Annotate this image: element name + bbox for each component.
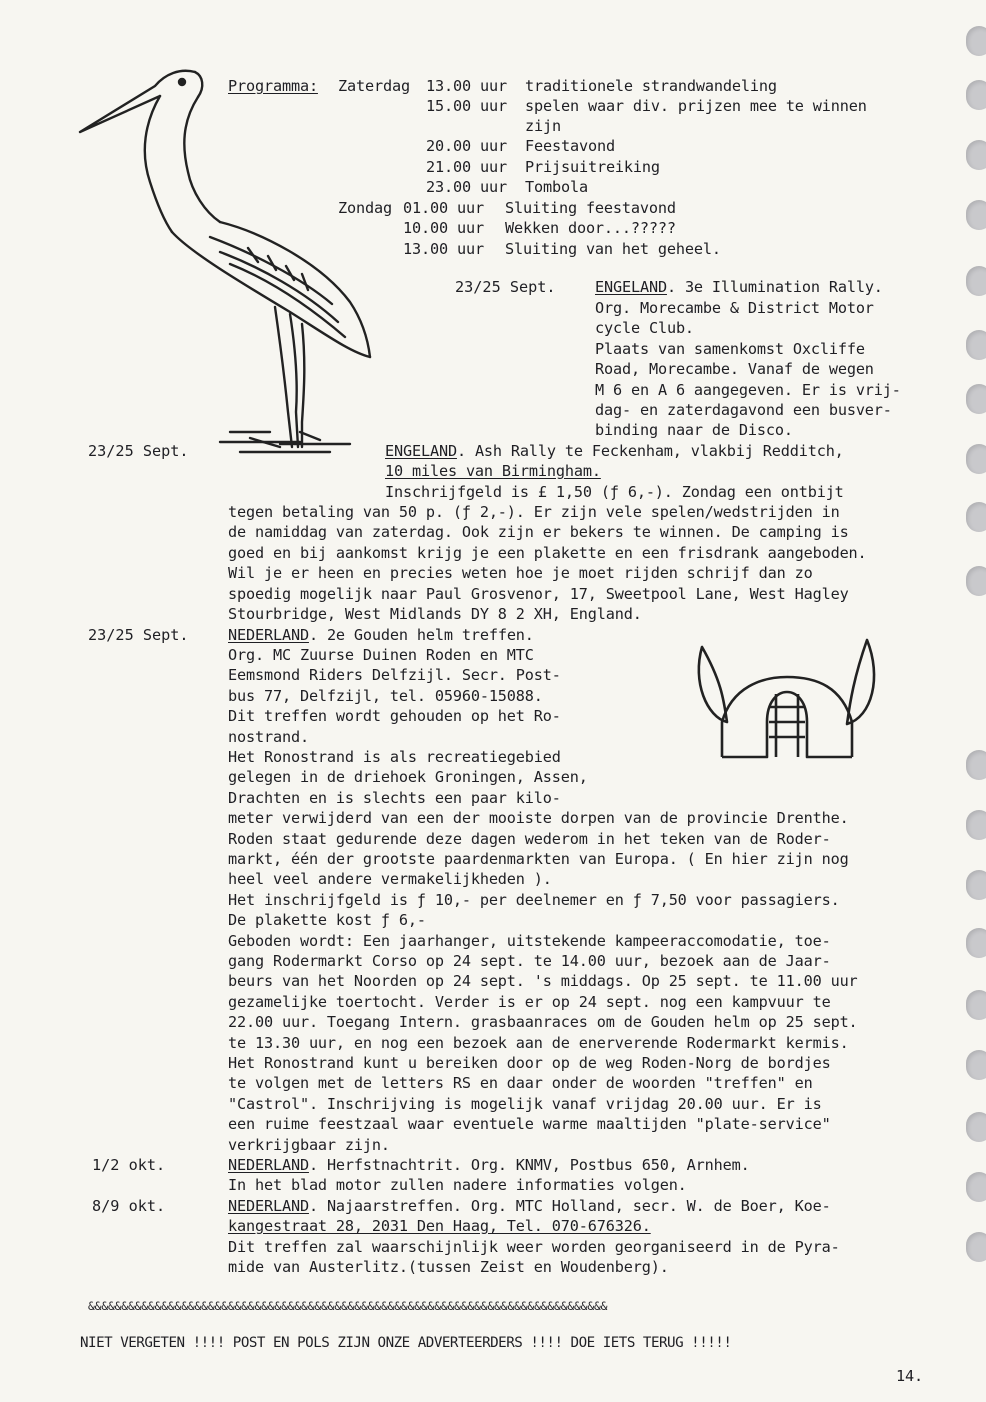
programme-day: Zaterdag	[338, 77, 410, 95]
event-country: NEDERLAND	[228, 1197, 309, 1215]
event-text: dag- en zaterdagavond een busver-	[595, 401, 892, 419]
event-line	[595, 277, 883, 297]
event-text: te 13.30 uur, en nog een bezoek aan de enerverende Rodermarkt kermis.	[228, 1034, 849, 1052]
programme-time: 23.00 uur	[426, 178, 507, 196]
event-text: gelegen in de driehoek Groningen, Assen,	[228, 768, 588, 786]
programme-label: Programma:	[228, 77, 318, 95]
event-text: . Najaarstreffen. Org. MTC Holland, secr. W. de Boer, Koe-	[308, 1197, 831, 1215]
programme-time: 10.00 uur	[403, 219, 484, 237]
event-text: kangestraat 28, 2031 Den Haag, Tel. 070-676326.	[228, 1217, 651, 1235]
event-text: de namiddag van zaterdag. Ook zijn er bekers te winnen. De camping is	[228, 523, 849, 541]
programme-text: Feestavond	[525, 137, 615, 155]
programme-time: 13.00 uur	[426, 77, 507, 95]
event-text: nostrand.	[228, 728, 309, 746]
event-date: 23/25 Sept.	[88, 626, 189, 644]
event-text: . Ash Rally te Feckenham, vlakbij Redditch,	[456, 442, 844, 460]
programme-time: 20.00 uur	[426, 137, 507, 155]
event-line	[228, 1196, 831, 1216]
event-text: Plaats van samenkomst Oxcliffe	[595, 340, 865, 358]
event-country: NEDERLAND	[228, 626, 309, 644]
event-line	[228, 1155, 750, 1175]
event-text: Stourbridge, West Midlands DY 8 2 XH, England.	[228, 605, 642, 623]
event-country: NEDERLAND	[228, 1156, 309, 1174]
event-text: mide van Austerlitz.(tussen Zeist en Woudenberg).	[228, 1258, 669, 1276]
event-date: 23/25 Sept.	[88, 442, 189, 460]
event-country: ENGELAND	[385, 442, 457, 460]
event-text: gezamelijke toertocht. Verder is er op 24 sept. nog een kampvuur te	[228, 993, 831, 1011]
event-text: Het Ronostrand is als recreatiegebied	[228, 748, 561, 766]
event-text: . 3e Illumination Rally.	[666, 278, 883, 296]
programme-time: 15.00 uur	[426, 97, 507, 115]
event-text: meter verwijderd van een der mooiste dorpen van de provincie Drenthe.	[228, 809, 849, 827]
event-text: Drachten en is slechts een paar kilo-	[228, 789, 561, 807]
event-text: . Herfstnachtrit. Org. KNMV, Postbus 650, Arnhem.	[308, 1156, 750, 1174]
event-text: heel veel andere vermakelijkheden ).	[228, 870, 552, 888]
event-text: Het Ronostrand kunt u bereiken door op de weg Roden-Norg de bordjes	[228, 1054, 831, 1072]
event-text: Roden staat gedurende deze dagen wederom in het teken van de Roder-	[228, 830, 831, 848]
event-date: 8/9 okt.	[92, 1197, 166, 1215]
programme-text: zijn	[525, 117, 561, 135]
event-text: "Castrol". Inschrijving is mogelijk vanaf vrijdag 20.00 uur. Er is	[228, 1095, 822, 1113]
event-text: Org. MC Zuurse Duinen Roden en MTC	[228, 646, 534, 664]
programme-text: Tombola	[525, 178, 588, 196]
event-text: Wil je er heen en precies weten hoe je moet rijden schrijf dan zo	[228, 564, 813, 582]
event-text: Road, Morecambe. Vanaf de wegen	[595, 360, 874, 378]
event-text: Dit treffen wordt gehouden op het Ro-	[228, 707, 561, 725]
event-text: Inschrijfgeld is £ 1,50 (ƒ 6,-). Zondag een ontbijt	[385, 483, 844, 501]
event-text: 10 miles van Birmingham.	[385, 462, 601, 480]
event-date: 23/25 Sept.	[455, 278, 556, 296]
event-text: een ruime feestzaal waar eventuele warme maaltijden "plate-service"	[228, 1115, 831, 1133]
event-text: Het inschrijfgeld is ƒ 10,- per deelnemer en ƒ 7,50 voor passagiers.	[228, 891, 840, 909]
programme-text: Sluiting van het geheel.	[505, 240, 721, 258]
programme-text: Prijsuitreiking	[525, 158, 660, 176]
event-text: goed en bij aankomst krijg je een plakette en een frisdrank aangeboden.	[228, 544, 867, 562]
helmet-illustration	[692, 632, 882, 762]
event-text: bus 77, Delfzijl, tel. 05960-15088.	[228, 687, 543, 705]
event-text: verkrijgbaar zijn.	[228, 1136, 390, 1154]
programme-text: Wekken door...?????	[505, 219, 676, 237]
programme-day: Zondag	[338, 199, 392, 217]
ampersand-separator: &&&&&&&&&&&&&&&&&&&&&&&&&&&&&&&&&&&&&&&&&&&&&&&&&&&&&&&&&&&&&&&&&&&&&&&&&&&&&&	[88, 1299, 608, 1313]
event-text: markt, één der grootste paardenmarkten van Europa. ( En hier zijn nog	[228, 850, 849, 868]
event-text: Eemsmond Riders Delfzijl. Secr. Post-	[228, 666, 561, 684]
programme-time: 01.00 uur	[403, 199, 484, 217]
programme-text: spelen waar div. prijzen mee te winnen	[525, 97, 867, 115]
event-text: beurs van het Noorden op 24 sept. 's middags. Op 25 sept. te 11.00 uur	[228, 972, 858, 990]
event-text: binding naar de Disco.	[595, 421, 793, 439]
event-text: cycle Club.	[595, 319, 694, 337]
programme-text: Sluiting feestavond	[505, 199, 676, 217]
event-text: . 2e Gouden helm treffen.	[308, 626, 534, 644]
event-line	[228, 625, 534, 645]
event-country: ENGELAND	[595, 278, 667, 296]
event-text: Geboden wordt: Een jaarhanger, uitstekende kampeeraccomodatie, toe-	[228, 932, 831, 950]
event-text: spoedig mogelijk naar Paul Grosvenor, 17, Sweetpool Lane, West Hagley	[228, 585, 849, 603]
programme-time: 13.00 uur	[403, 240, 484, 258]
event-text: M 6 en A 6 aangegeven. Er is vrij-	[595, 381, 901, 399]
event-date: 1/2 okt.	[92, 1156, 166, 1174]
programme-time: 21.00 uur	[426, 158, 507, 176]
event-text: In het blad motor zullen nadere informaties volgen.	[228, 1176, 687, 1194]
page-number: 14.	[896, 1367, 923, 1385]
event-text: te volgen met de letters RS en daar onder de woorden "treffen" en	[228, 1074, 813, 1092]
event-text: Dit treffen zal waarschijnlijk weer worden georganiseerd in de Pyra-	[228, 1238, 840, 1256]
event-text: 22.00 uur. Toegang Intern. grasbaanraces om de Gouden helm op 25 sept.	[228, 1013, 858, 1031]
event-text: De plakette kost ƒ 6,-	[228, 911, 426, 929]
programme-text: traditionele strandwandeling	[525, 77, 777, 95]
footer-notice: NIET VERGETEN !!!! POST EN POLS ZIJN ONZE ADVERTEERDERS !!!! DOE IETS TERUG !!!!!	[80, 1335, 732, 1351]
event-line	[385, 441, 844, 461]
event-text: Org. Morecambe & District Motor	[595, 299, 874, 317]
stork-illustration	[70, 52, 380, 472]
event-text: gang Rodermarkt Corso op 24 sept. te 14.00 uur, bezoek aan de Jaar-	[228, 952, 831, 970]
event-text: tegen betaling van 50 p. (ƒ 2,-). Er zijn vele spelen/wedstrijden in	[228, 503, 840, 521]
